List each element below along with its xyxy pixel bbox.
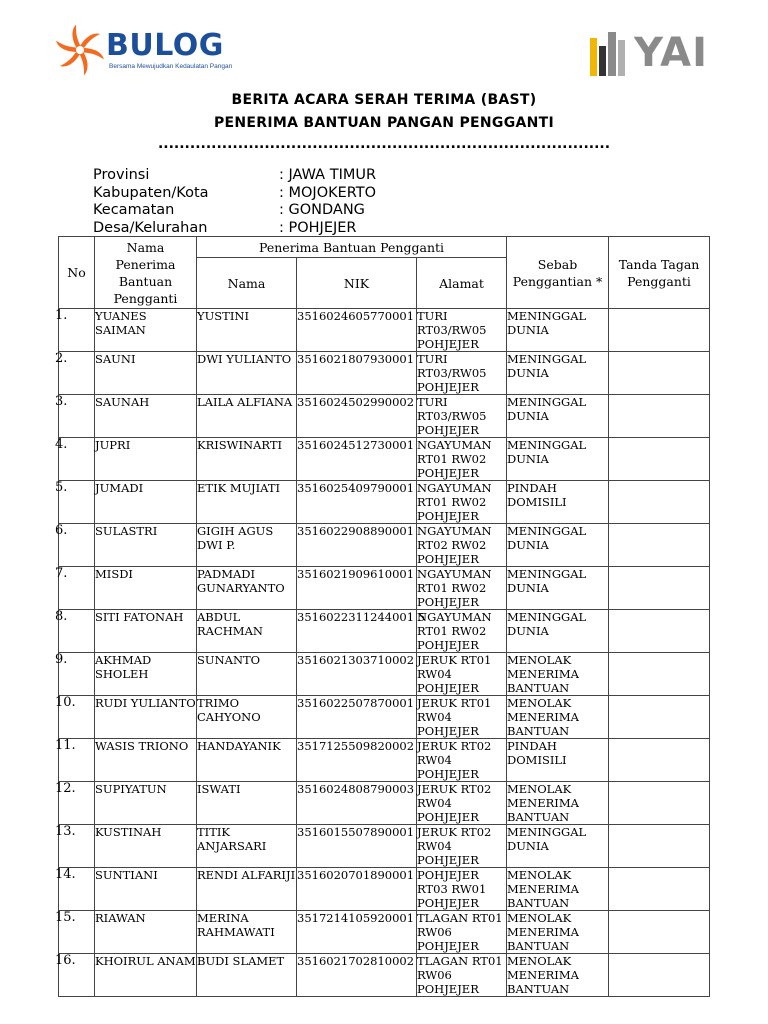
row-number [55, 394, 95, 438]
row-number-text: 6. [55, 523, 68, 538]
cell-signature[interactable] [609, 395, 710, 438]
cell-penerima-text: SAUNAH [95, 395, 150, 409]
row-number [55, 781, 95, 825]
cell-alamat [417, 911, 507, 954]
row-number-text: 8. [55, 609, 68, 624]
cell-sebab [507, 911, 609, 954]
yai-logo [588, 24, 718, 80]
cell-sebab-text: MENINGGAL DUNIA [507, 309, 587, 337]
cell-nik-text: 3517214105920001 [297, 911, 415, 925]
cell-nik [297, 352, 417, 395]
cell-nik [297, 868, 417, 911]
cell-nama [197, 481, 297, 524]
cell-alamat [417, 610, 507, 653]
cell-nama-text: TRIMO CAHYONO [197, 696, 261, 724]
cell-nama [197, 696, 297, 739]
table-row [59, 911, 710, 954]
header-group: Penerima Bantuan Pengganti [197, 237, 507, 258]
info-label: Kecamatan [93, 202, 175, 218]
cell-signature[interactable] [609, 438, 710, 481]
cell-alamat-text: NGAYUMAN RT01 RW02 POHJEJER [417, 481, 492, 523]
table-row [59, 524, 710, 567]
cell-nik-text: 3517125509820002 [297, 739, 415, 753]
cell-alamat [417, 868, 507, 911]
cell-nama [197, 954, 297, 997]
cell-nama-text: ABDUL RACHMAN [197, 610, 263, 638]
table-row [59, 868, 710, 911]
cell-nik-text: 3516021702810002 [297, 954, 415, 968]
cell-nik-text: 3516025409790001 [297, 481, 415, 495]
cell-penerima [95, 438, 197, 481]
header-sebab: Sebab Penggantian * [507, 237, 609, 309]
cell-penerima-text: YUANES SAIMAN [95, 309, 147, 337]
cell-alamat [417, 696, 507, 739]
cell-nik-text: 3516021303710002 [297, 653, 415, 667]
cell-nama-text: KRISWINARTI [197, 438, 283, 452]
row-number-text: 2. [55, 351, 68, 366]
cell-nik [297, 524, 417, 567]
cell-penerima [95, 352, 197, 395]
header-nama-penerima: Nama Penerima Bantuan Pengganti [95, 237, 197, 309]
table-row [59, 954, 710, 997]
cell-nama [197, 911, 297, 954]
header-alamat: Alamat [417, 258, 507, 309]
cell-penerima-text: AKHMAD SHOLEH [95, 653, 152, 681]
cell-penerima-text: JUPRI [95, 438, 131, 452]
document-subtitle: PENERIMA BANTUAN PANGAN PENGGANTI [213, 115, 555, 131]
cell-alamat [417, 567, 507, 610]
cell-nik [297, 309, 417, 352]
cell-penerima [95, 825, 197, 868]
table-row [59, 739, 710, 782]
cell-alamat-text: POHJEJER RT03 RW01 POHJEJER [417, 868, 487, 910]
cell-sebab-text: MENINGGAL DUNIA [507, 825, 587, 853]
cell-nama [197, 610, 297, 653]
title-dotted-line: ..................................................................................... [157, 136, 611, 152]
row-number [55, 824, 95, 868]
cell-penerima [95, 524, 197, 567]
cell-nama-text: ETIK MUJIATI [197, 481, 281, 495]
cell-sebab [507, 653, 609, 696]
cell-penerima-text: SUPIYATUN [95, 782, 167, 796]
cell-nama [197, 395, 297, 438]
cell-nama-text: YUSTINI [197, 309, 249, 323]
cell-sebab [507, 481, 609, 524]
row-number-text: 4. [55, 437, 68, 452]
cell-sebab-text: PINDAH DOMISILI [507, 739, 567, 767]
cell-sebab [507, 438, 609, 481]
info-value: : JAWA TIMUR [279, 167, 377, 183]
cell-nama [197, 868, 297, 911]
row-number [55, 652, 95, 696]
cell-signature[interactable] [609, 782, 710, 825]
row-number [55, 566, 95, 610]
cell-nik-text: 3516021807930001 [297, 352, 415, 366]
cell-nama [197, 309, 297, 352]
cell-penerima-text: KHOIRUL ANAM [95, 954, 196, 968]
row-number [55, 437, 95, 481]
cell-nama-text: TITIK ANJARSARI [197, 825, 267, 853]
row-number [55, 480, 95, 524]
cell-alamat-text: JERUK RT02 RW04 POHJEJER [417, 782, 492, 824]
cell-alamat [417, 653, 507, 696]
cell-penerima-text: SITI FATONAH [95, 610, 184, 624]
cell-sebab-text: MENOLAK MENERIMA BANTUAN [507, 653, 579, 695]
row-number-text: 5. [55, 480, 68, 495]
bulog-sunburst-icon [54, 24, 106, 76]
cell-nama [197, 653, 297, 696]
cell-signature[interactable] [609, 653, 710, 696]
cell-sebab-text: MENOLAK MENERIMA BANTUAN [507, 954, 579, 996]
cell-nik [297, 481, 417, 524]
cell-nama-text: LAILA ALFIANA [197, 395, 293, 409]
cell-nama-text: ISWATI [197, 782, 241, 796]
info-value: : MOJOKERTO [279, 184, 377, 201]
info-value: : POHJEJER [279, 219, 357, 236]
cell-penerima-text: RIAWAN [95, 911, 146, 925]
cell-sebab-text: MENOLAK MENERIMA BANTUAN [507, 868, 579, 910]
cell-penerima [95, 739, 197, 782]
cell-alamat [417, 524, 507, 567]
cell-nik-text: 3516024808790003 [297, 782, 415, 796]
cell-nama [197, 567, 297, 610]
cell-alamat-text: JERUK RT02 RW04 POHJEJER [417, 825, 492, 867]
cell-sebab-text: MENOLAK MENERIMA BANTUAN [507, 782, 579, 824]
row-number-text: 10. [55, 695, 76, 710]
row-number-text: 7. [55, 566, 68, 581]
cell-alamat [417, 395, 507, 438]
cell-penerima [95, 653, 197, 696]
header-nik: NIK [297, 258, 417, 309]
cell-signature[interactable] [609, 524, 710, 567]
cell-nama [197, 524, 297, 567]
cell-nama-text: PADMADI GUNARYANTO [197, 567, 285, 595]
cell-alamat-text: TLAGAN RT01 RW06 POHJEJER [417, 954, 503, 996]
cell-alamat [417, 825, 507, 868]
cell-nama [197, 739, 297, 782]
cell-sebab [507, 309, 609, 352]
info-desa [93, 220, 376, 238]
location-info [93, 167, 376, 237]
cell-nik [297, 567, 417, 610]
cell-nama [197, 825, 297, 868]
cell-nik [297, 395, 417, 438]
cell-alamat-text: TLAGAN RT01 RW06 POHJEJER [417, 911, 503, 953]
cell-alamat [417, 954, 507, 997]
bulog-logo [54, 24, 254, 76]
cell-penerima-text: MISDI [95, 567, 133, 581]
row-number-text: 11. [55, 738, 76, 753]
cell-nama [197, 352, 297, 395]
cell-nama [197, 438, 297, 481]
cell-nik [297, 739, 417, 782]
header-no: No [59, 237, 95, 309]
row-number-text: 15. [55, 910, 76, 925]
table-row [59, 825, 710, 868]
cell-alamat [417, 782, 507, 825]
info-kabupaten [93, 185, 376, 203]
cell-penerima [95, 954, 197, 997]
cell-sebab-text: MENINGGAL DUNIA [507, 567, 587, 595]
cell-penerima-text: KUSTINAH [95, 825, 162, 839]
cell-penerima-text: SAUNI [95, 352, 136, 366]
row-number-text: 1. [55, 308, 68, 323]
cell-penerima [95, 610, 197, 653]
row-number-text: 16. [55, 953, 76, 968]
cell-signature[interactable] [609, 352, 710, 395]
cell-signature[interactable] [609, 825, 710, 868]
cell-sebab [507, 610, 609, 653]
row-number-text: 3. [55, 394, 68, 409]
table-row [59, 653, 710, 696]
cell-sebab [507, 524, 609, 567]
cell-signature[interactable] [609, 868, 710, 911]
cell-nik [297, 653, 417, 696]
table-row [59, 352, 710, 395]
cell-alamat [417, 352, 507, 395]
cell-signature[interactable] [609, 309, 710, 352]
recipients-table [55, 236, 710, 997]
row-number [55, 609, 95, 653]
cell-nik-text: 3516024605770001 [297, 309, 415, 323]
cell-nik [297, 825, 417, 868]
cell-nama-text: GIGIH AGUS DWI P. [197, 524, 274, 552]
table-row [59, 567, 710, 610]
cell-nama-text: DWI YULIANTO [197, 352, 292, 366]
cell-sebab [507, 782, 609, 825]
cell-sebab [507, 395, 609, 438]
info-label: Desa/Kelurahan [93, 219, 208, 236]
row-number [55, 910, 95, 954]
cell-sebab-text: MENINGGAL DUNIA [507, 438, 587, 466]
cell-signature[interactable] [609, 911, 710, 954]
cell-nik [297, 438, 417, 481]
row-number [55, 308, 95, 352]
cell-alamat-text: TURI RT03/RW05 POHJEJER [417, 395, 487, 437]
info-value: : GONDANG [279, 202, 365, 218]
cell-signature[interactable] [609, 739, 710, 782]
cell-nik [297, 610, 426, 653]
cell-penerima [95, 395, 197, 438]
cell-nama-text: BUDI SLAMET [197, 954, 285, 968]
cell-penerima-text: JUMADI [95, 481, 144, 495]
table-row [59, 696, 710, 739]
cell-nik-text: 3516024512730001 [297, 438, 415, 452]
table-row [59, 481, 710, 524]
bulog-tagline: Bersama Mewujudkan Kedaulatan Pangan [109, 63, 233, 70]
cell-alamat-text: NGAYUMAN RT01 RW02 POHJEJER [417, 567, 492, 609]
table-row [59, 395, 710, 438]
row-number-text: 12. [55, 781, 76, 796]
cell-nama-text: RENDI ALFARIJI [197, 868, 296, 882]
cell-sebab-text: MENOLAK MENERIMA BANTUAN [507, 696, 579, 738]
info-provinsi [93, 167, 376, 185]
cell-sebab-text: MENINGGAL DUNIA [507, 395, 587, 423]
cell-nama [197, 782, 297, 825]
cell-alamat-text: NGAYUMAN RT02 RW02 POHJEJER [417, 524, 492, 566]
cell-sebab [507, 352, 609, 395]
cell-nama-text: SUNANTO [197, 653, 261, 667]
table-row [59, 782, 710, 825]
cell-sebab-text: MENINGGAL DUNIA [507, 352, 587, 380]
cell-alamat-text: JERUK RT02 RW04 POHJEJER [417, 739, 492, 781]
cell-nik [297, 782, 417, 825]
cell-sebab [507, 868, 609, 911]
cell-alamat-text: TURI RT03/RW05 POHJEJER [417, 352, 487, 394]
cell-penerima [95, 782, 197, 825]
cell-sebab [507, 954, 609, 997]
cell-alamat [417, 739, 507, 782]
info-kecamatan [93, 202, 376, 220]
cell-nik [297, 954, 417, 997]
cell-penerima [95, 911, 197, 954]
cell-nik-text: 3516022908890001 [297, 524, 415, 538]
info-label: Kabupaten/Kota [93, 184, 209, 201]
cell-penerima-text: WASIS TRIONO [95, 739, 189, 753]
cell-sebab [507, 825, 609, 868]
yai-word: YAI [634, 30, 708, 76]
row-number [55, 738, 95, 782]
cell-sebab [507, 567, 609, 610]
cell-nik-text: 3516022311244001 5 [297, 610, 426, 624]
cell-sebab-text: MENINGGAL DUNIA [507, 610, 587, 638]
cell-alamat-text: JERUK RT01 RW04 POHJEJER [417, 653, 492, 695]
row-number-text: 14. [55, 867, 76, 882]
cell-signature[interactable] [609, 481, 710, 524]
cell-alamat-text: JERUK RT01 RW04 POHJEJER [417, 696, 492, 738]
cell-nik-text: 3516021909610001 [297, 567, 415, 581]
cell-sebab [507, 739, 609, 782]
cell-sebab-text: PINDAH DOMISILI [507, 481, 567, 509]
cell-sebab [507, 696, 609, 739]
table-row [59, 610, 710, 653]
header-tanda: Tanda Tagan Pengganti [609, 237, 710, 309]
cell-sebab-text: MENOLAK MENERIMA BANTUAN [507, 911, 579, 953]
cell-nama-text: HANDAYANIK [197, 739, 281, 753]
cell-nik-text: 3516022507870001 [297, 696, 415, 710]
row-number-text: 13. [55, 824, 76, 839]
cell-nama-text: MERINA RAHMAWATI [197, 911, 275, 939]
bulog-word: BULOG [106, 28, 224, 63]
cell-alamat [417, 438, 507, 481]
cell-penerima [95, 481, 197, 524]
row-number [55, 523, 95, 567]
cell-signature[interactable] [609, 954, 710, 997]
cell-signature[interactable] [609, 610, 710, 653]
cell-nik [297, 696, 417, 739]
info-label: Provinsi [93, 167, 150, 183]
row-number [55, 953, 95, 997]
cell-alamat-text: TURI RT03/RW05 POHJEJER [417, 309, 487, 351]
row-number [55, 867, 95, 911]
cell-alamat-text: NGAYUMAN RT01 RW02 POHJEJER [417, 610, 492, 652]
row-number [55, 695, 95, 739]
cell-nik [297, 911, 417, 954]
cell-sebab-text: MENINGGAL DUNIA [507, 524, 587, 552]
cell-alamat [417, 309, 507, 352]
document-title: BERITA ACARA SERAH TERIMA (BAST) [231, 92, 537, 108]
cell-nik-text: 3516024502990002 [297, 395, 415, 409]
cell-alamat [417, 481, 507, 524]
header-nama: Nama [197, 258, 297, 309]
row-number [55, 351, 95, 395]
cell-penerima [95, 309, 197, 352]
row-number-text: 9. [55, 652, 68, 667]
cell-nik-text: 3516015507890001 [297, 825, 415, 839]
cell-signature[interactable] [609, 696, 710, 739]
cell-penerima-text: RUDI YULIANTO [95, 696, 196, 710]
cell-signature[interactable] [609, 567, 710, 610]
cell-nik-text: 3516020701890001 [297, 868, 415, 882]
cell-penerima [95, 868, 197, 911]
cell-penerima [95, 567, 197, 610]
table-row [59, 309, 710, 352]
cell-alamat-text: NGAYUMAN RT01 RW02 POHJEJER [417, 438, 492, 480]
cell-penerima-text: SUNTIANI [95, 868, 158, 882]
cell-penerima-text: SULASTRI [95, 524, 158, 538]
table-row [59, 438, 710, 481]
cell-penerima [95, 696, 197, 739]
